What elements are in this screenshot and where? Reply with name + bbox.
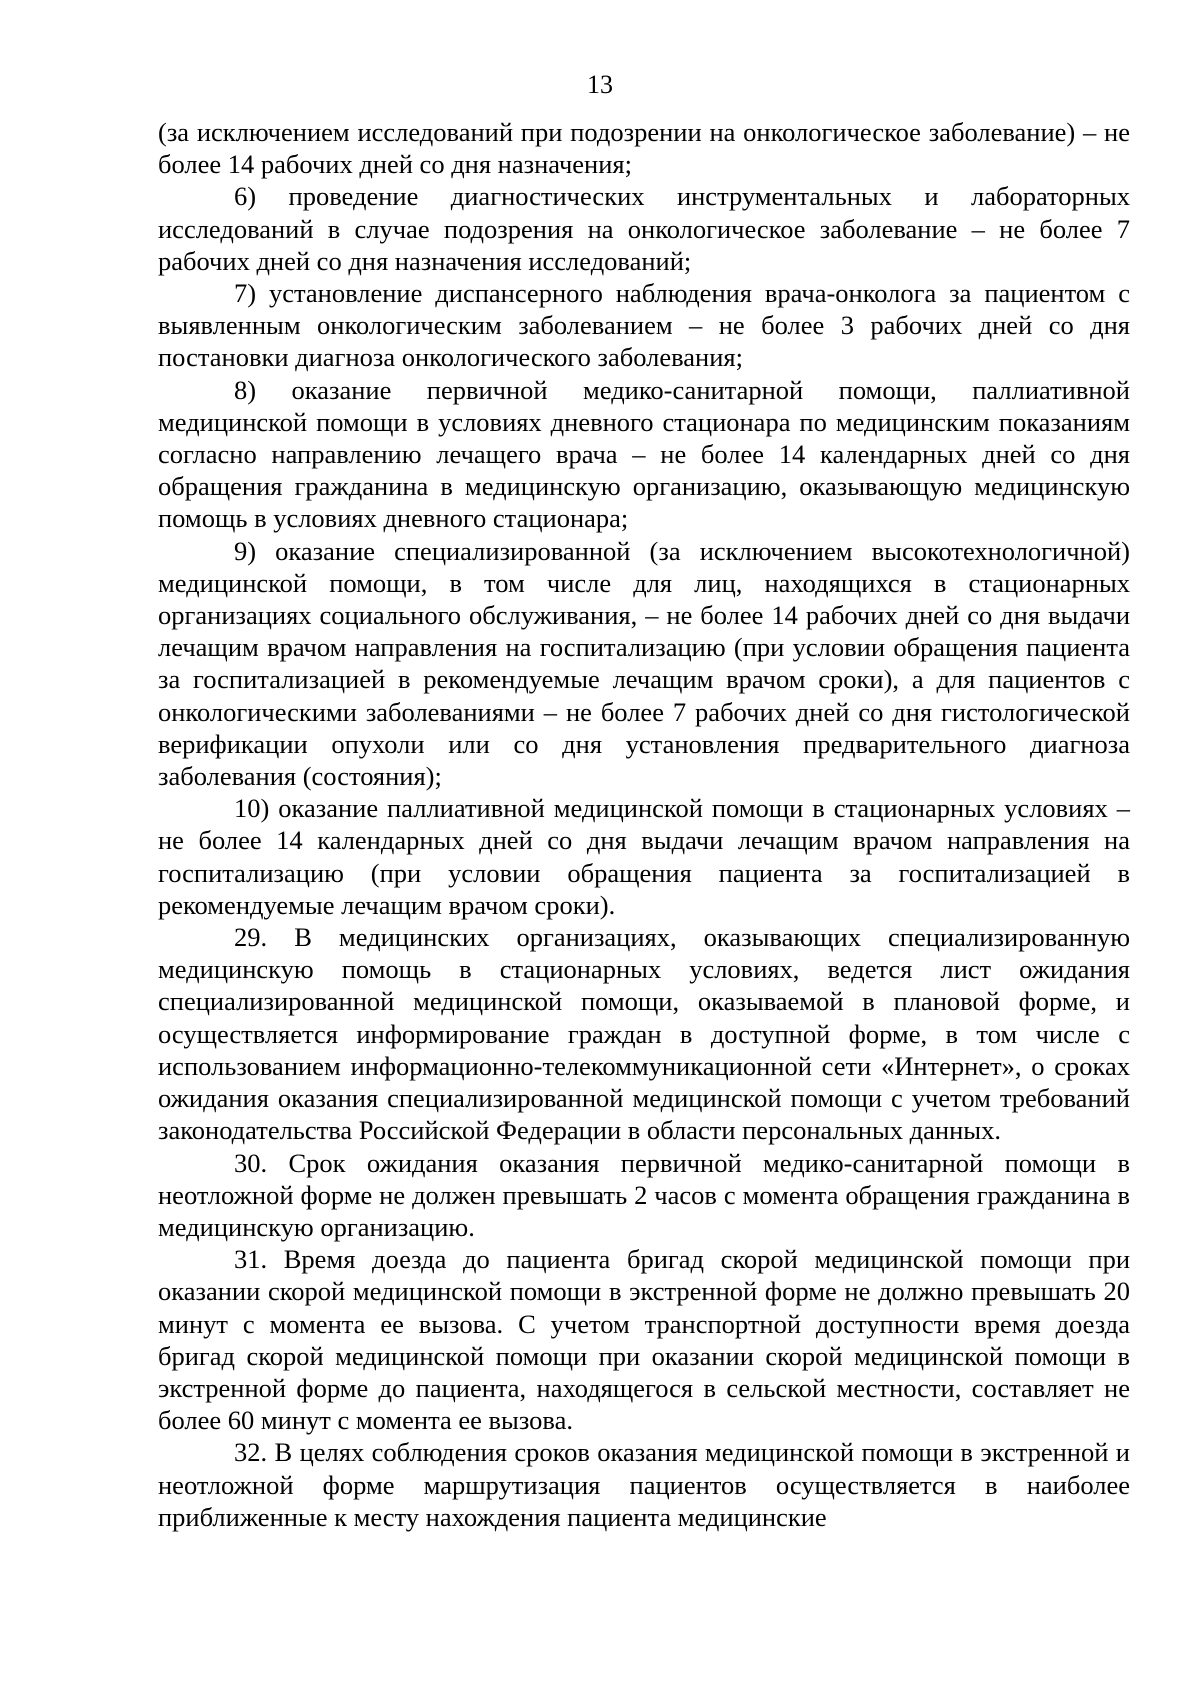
- paragraph-item-10: 10) оказание паллиативной медицинской помощи в стационарных условиях – не более 14 календарных дней со дня выдачи лечащим врачом направления на госпитализацию (при условии обращения пациента за госпитализацией в рекомендуемые лечащим врачом сроки).: [158, 793, 1130, 920]
- paragraph-clause-30: 30. Срок ожидания оказания первичной медико-санитарной помощи в неотложной форме не должен превышать 2 часов с момента обращения гражданина в медицинскую организацию.: [158, 1147, 1130, 1242]
- paragraph-clause-32: 32. В целях соблюдения сроков оказания медицинской помощи в экстренной и неотложной форме маршрутизация пациентов осуществляется в наиболее приближенные к месту нахождения пациента медицинские: [158, 1437, 1130, 1532]
- paragraph-clause-29: 29. В медицинских организациях, оказывающих специализированную медицинскую помощь в стационарных условиях, ведется лист ожидания специализированной медицинской помощи, оказываемой в плановой форме, и осуществляется информирование граждан в доступной форме, в том числе с использованием информационно-телекоммуникационной сети «Интернет», о сроках ожидания оказания специализированной медицинской помощи с учетом требований законодательства Российской Федерации в области персональных данных.: [158, 922, 1130, 1146]
- paragraph-item-7: 7) установление диспансерного наблюдения врача-онколога за пациентом с выявленным онкологическим заболеванием – не более 3 рабочих дней со дня постановки диагноза онкологического заболевания;: [158, 278, 1130, 373]
- page-number: 13: [587, 70, 613, 99]
- paragraph-clause-31: 31. Время доезда до пациента бригад скорой медицинской помощи при оказании скорой медицинской помощи в экстренной форме не должно превышать 20 минут с момента ее вызова. С учетом транспортной доступности время доезда бригад скорой медицинской помощи при оказании скорой медицинской помощи в экстренной форме до пациента, находящегося в сельской местности, составляет не более 60 минут с момента ее вызова.: [158, 1244, 1130, 1436]
- document-body: [158, 116, 1130, 1533]
- paragraph-item-8: 8) оказание первичной медико-санитарной помощи, паллиативной медицинской помощи в условиях дневного стационара по медицинским показаниям согласно направлению лечащего врача – не более 14 календарных дней со дня обращения гражданина в медицинскую организацию, оказывающую медицинскую помощь в условиях дневного стационара;: [158, 374, 1130, 534]
- paragraph-continuation: (за исключением исследований при подозрении на онкологическое заболевание) – не более 14 рабочих дней со дня назначения;: [158, 117, 1130, 180]
- paragraph-item-9: 9) оказание специализированной (за исключением высокотехнологичной) медицинской помощи, в том числе для лиц, находящихся в стационарных организациях социального обслуживания, – не более 14 рабочих дней со дня выдачи лечащим врачом направления на госпитализацию (при условии обращения пациента за госпитализацией в рекомендуемые лечащим врачом сроки), а для пациентов с онкологическими заболеваниями – не более 7 рабочих дней со дня гистологической верификации опухоли или со дня установления предварительного диагноза заболевания (состояния);: [158, 535, 1130, 792]
- paragraph-item-6: 6) проведение диагностических инструментальных и лабораторных исследований в случае подозрения на онкологическое заболевание – не более 7 рабочих дней со дня назначения исследований;: [158, 181, 1130, 276]
